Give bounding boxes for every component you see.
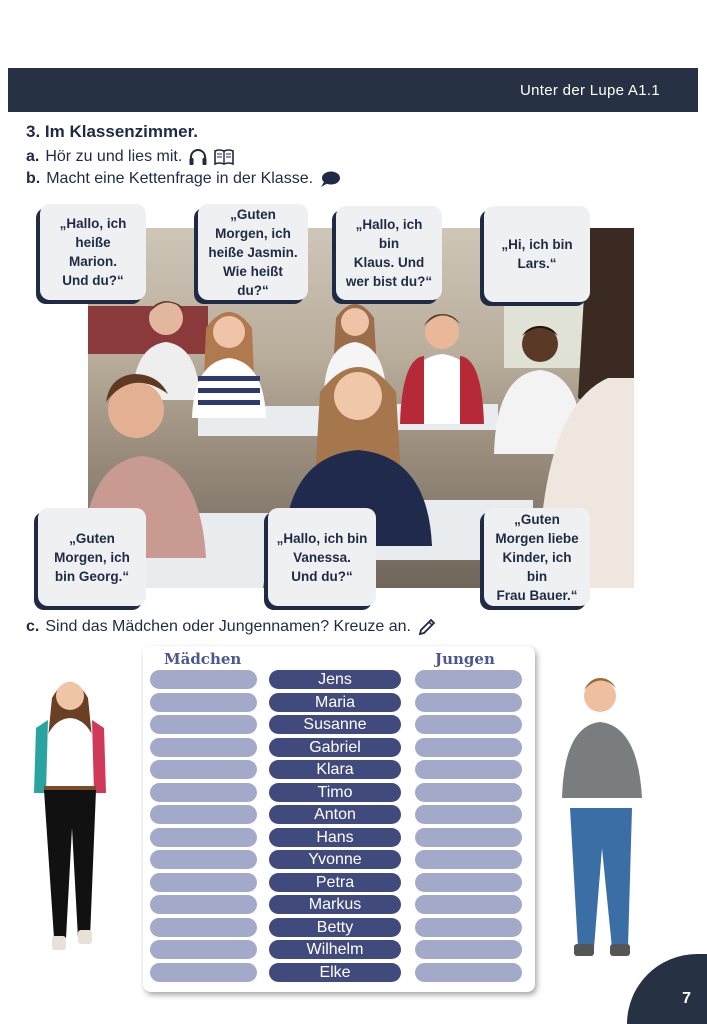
jungen-checkbox[interactable] [415,963,522,982]
jungen-checkbox[interactable] [415,895,522,914]
jungen-checkbox[interactable] [415,715,522,734]
speech-bubble-jasmin [198,204,308,300]
bubble-line: bin Georg.“ [54,568,130,584]
name-label: Wilhelm [269,940,401,959]
headphones-icon [188,148,208,166]
jungen-checkbox[interactable] [415,940,522,959]
subtask-a-text: Hör zu und lies mit. [45,148,183,165]
bubble-line: wer bist du?“ [345,274,433,289]
maedchen-checkbox[interactable] [150,783,257,802]
name-label: Yvonne [269,850,401,869]
bubble-line: Klaus. Und [353,255,425,270]
name-label: Petra [269,873,401,892]
maedchen-checkbox[interactable] [150,895,257,914]
name-label: Timo [269,783,401,802]
maedchen-checkbox[interactable] [150,760,257,779]
subtask-c [26,617,437,637]
bubble-line: „Guten [69,530,115,546]
subtask-c-letter: c. [26,618,40,635]
maedchen-checkbox[interactable] [150,963,257,982]
subtask-a [26,148,234,166]
maedchen-checkbox[interactable] [150,693,257,712]
exercise-title: 3. Im Klassenzimmer. [26,122,198,141]
bubble-line: Frau Bauer.“ [496,587,578,603]
bubble-line: heiße [75,235,111,250]
bubble-line: „Hallo, ich bin [276,530,368,546]
column-header-jungen: Jungen [435,650,495,668]
subtask-b-letter: b. [26,170,41,187]
maedchen-checkbox[interactable] [150,738,257,757]
book-title: Unter der Lupe A1.1 [520,82,660,99]
speech-bubble-vanessa [268,508,376,606]
jungen-checkbox[interactable] [415,670,522,689]
girl-illustration [30,668,110,960]
speech-bubble-marion [40,204,146,300]
boy-illustration [552,668,652,968]
bubble-line: Und du?“ [62,273,124,288]
speech-bubble-frau-bauer [484,508,590,606]
name-label: Gabriel [269,738,401,757]
maedchen-checkbox[interactable] [150,715,257,734]
bubble-line: Marion. [68,254,117,269]
bubble-line: Kinder, ich bin [502,549,572,584]
maedchen-checkbox[interactable] [150,850,257,869]
subtask-b-text: Macht eine Kettenfrage in der Klasse. [46,170,314,187]
header-bar [8,68,698,112]
bubble-line: Morgen, ich [54,549,130,565]
bubble-line: heiße Jasmin. [208,244,298,260]
speech-bubble-lars [484,206,590,302]
jungen-checkbox[interactable] [415,850,522,869]
bubble-line: „Guten [514,511,560,527]
name-label: Elke [269,963,401,982]
bubble-line: Morgen, ich [215,225,291,241]
jungen-checkbox[interactable] [415,738,522,757]
column-header-maedchen: Mädchen [164,650,242,668]
speech-bubble-georg [38,508,146,606]
maedchen-checkbox[interactable] [150,918,257,937]
jungen-checkbox[interactable] [415,873,522,892]
pencil-icon [417,617,437,637]
name-label: Betty [269,918,401,937]
bubble-line: Vanessa. [293,549,351,565]
bubble-line: Lars.“ [517,256,557,271]
book-icon [214,148,234,166]
bubble-line: „Hi, ich bin [501,237,573,252]
name-label: Anton [269,805,401,824]
maedchen-checkbox[interactable] [150,873,257,892]
name-label: Hans [269,828,401,847]
maedchen-checkbox[interactable] [150,805,257,824]
maedchen-checkbox[interactable] [150,828,257,847]
jungen-checkbox[interactable] [415,760,522,779]
page-number: 7 [682,990,691,1007]
bubble-line: Morgen liebe [495,530,579,546]
jungen-checkbox[interactable] [415,828,522,847]
subtask-a-letter: a. [26,148,40,165]
bubble-line: „Guten [230,206,276,222]
name-label: Markus [269,895,401,914]
name-label: Susanne [269,715,401,734]
jungen-checkbox[interactable] [415,693,522,712]
name-label: Klara [269,760,401,779]
maedchen-checkbox[interactable] [150,940,257,959]
jungen-checkbox[interactable] [415,805,522,824]
jungen-checkbox[interactable] [415,783,522,802]
jungen-checkbox[interactable] [415,918,522,937]
bubble-line: Und du?“ [291,568,353,584]
subtask-b [26,170,341,188]
name-label: Jens [269,670,401,689]
name-label: Maria [269,693,401,712]
maedchen-checkbox[interactable] [150,670,257,689]
speech-bubble-klaus [336,206,442,300]
subtask-c-text: Sind das Mädchen oder Jungennamen? Kreuze an. [45,618,411,635]
bubble-line: „Hallo, ich bin [355,217,423,251]
speech-icon [319,170,341,188]
bubble-line: „Hallo, ich [59,216,127,231]
bubble-line: Wie heißt du?“ [223,263,283,298]
